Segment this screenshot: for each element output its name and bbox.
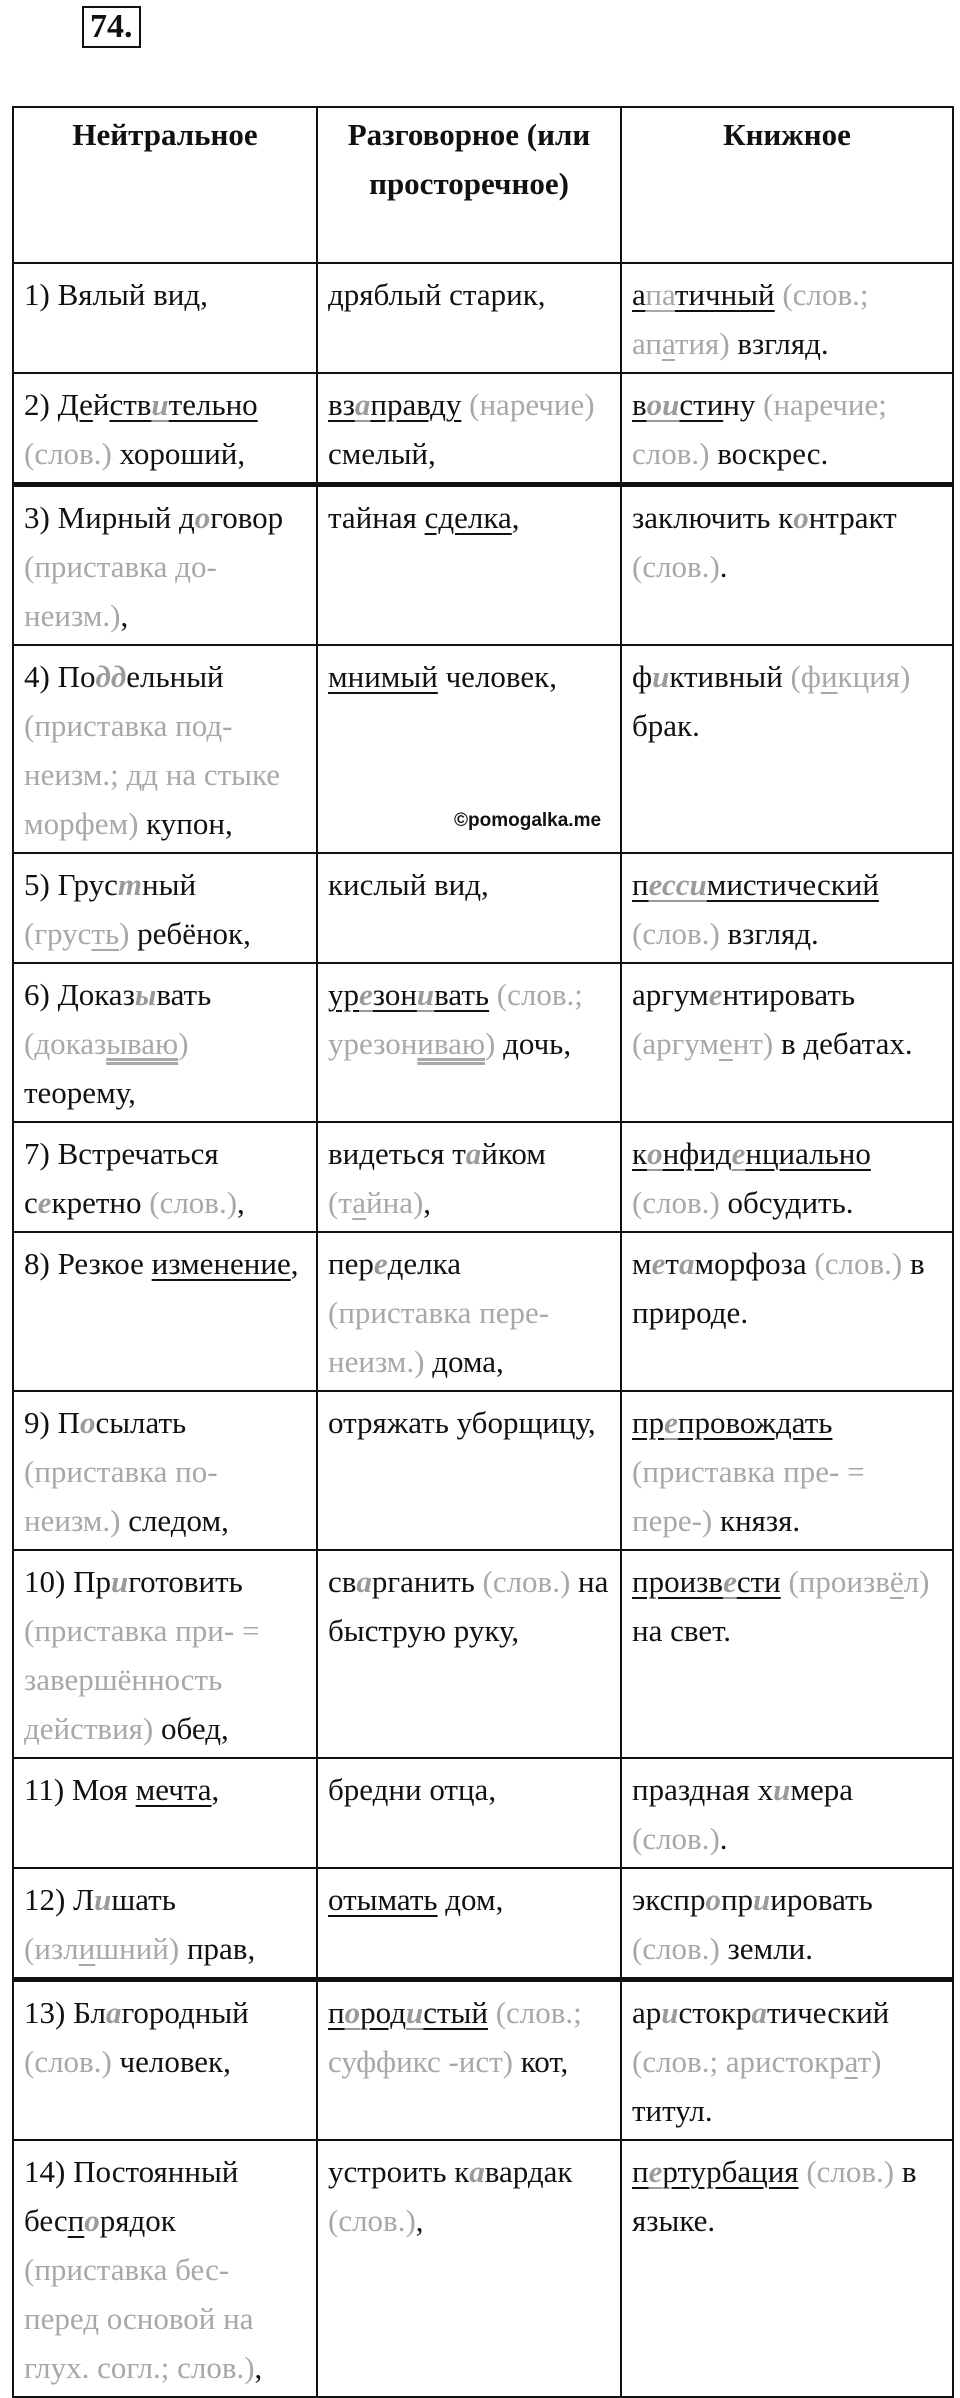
text-segment: а bbox=[105, 1995, 122, 2030]
text-segment: дом, bbox=[437, 1882, 504, 1917]
text-segment: в природе. bbox=[632, 1246, 925, 1330]
text-segment: 2) bbox=[24, 387, 58, 422]
cell-bookish bbox=[621, 1122, 953, 1232]
text-segment: а bbox=[469, 2154, 485, 2189]
text-segment: ) bbox=[178, 1026, 189, 1061]
text-segment: 8) Резкое bbox=[24, 1246, 152, 1281]
text-segment: ств bbox=[109, 387, 152, 422]
text-segment: ный bbox=[142, 867, 197, 902]
text-segment: и bbox=[151, 387, 169, 422]
text-segment: отымать bbox=[328, 1882, 438, 1917]
text-segment: п bbox=[632, 867, 649, 902]
text-segment: тичный bbox=[674, 277, 775, 312]
text-segment: о bbox=[344, 1995, 361, 2030]
cell-neutral bbox=[13, 373, 317, 485]
text-segment: вз bbox=[328, 387, 355, 422]
text-segment: дочь, bbox=[495, 1026, 572, 1061]
text-segment: па bbox=[645, 277, 675, 312]
text-segment: 3) Мирный д bbox=[24, 500, 195, 535]
text-segment: е bbox=[664, 1405, 678, 1440]
text-segment: в языке. bbox=[632, 2154, 917, 2238]
text-segment: иваю bbox=[417, 1026, 486, 1061]
cell-bookish bbox=[621, 1391, 953, 1550]
text-segment: е bbox=[723, 1564, 737, 1599]
table-header-row bbox=[13, 107, 953, 263]
text-segment: о bbox=[647, 1136, 663, 1171]
text-segment: нт) bbox=[732, 1026, 774, 1061]
text-segment: ктивный bbox=[669, 659, 783, 694]
text-segment: е bbox=[708, 977, 723, 1012]
text-segment: (приставка пере- неизм.) bbox=[328, 1295, 550, 1379]
text-segment: и bbox=[110, 1564, 129, 1599]
text-segment: 5) Грус bbox=[24, 867, 118, 902]
cell-neutral bbox=[13, 645, 317, 853]
text-segment: е bbox=[648, 2154, 663, 2189]
text-segment: человек, bbox=[111, 2044, 231, 2079]
cell-neutral bbox=[13, 2140, 317, 2397]
text-segment: м bbox=[632, 1246, 652, 1281]
text-segment: и bbox=[773, 1772, 791, 1807]
text-segment: и bbox=[652, 659, 670, 694]
text-segment: ф bbox=[632, 659, 653, 694]
text-segment: и bbox=[820, 659, 838, 694]
text-segment: а bbox=[632, 277, 646, 312]
cell-bookish bbox=[621, 963, 953, 1122]
text-segment: й bbox=[92, 387, 110, 422]
text-segment: 11) Моя bbox=[24, 1772, 136, 1807]
text-segment: князя. bbox=[712, 1503, 801, 1538]
text-segment: е bbox=[651, 1246, 666, 1281]
text-segment: , bbox=[237, 1185, 245, 1220]
text-segment: (приставка под- неизм.; дд на стыке морфем) bbox=[24, 708, 281, 841]
text-segment: теорему, bbox=[24, 1075, 136, 1110]
text-segment: т) bbox=[857, 2044, 882, 2079]
text-segment: сти bbox=[679, 387, 724, 422]
text-segment: (приставка при- = завершённость действия) bbox=[24, 1613, 260, 1746]
text-segment: видеться т bbox=[328, 1136, 466, 1171]
task-number: 74. bbox=[82, 6, 141, 48]
text-segment: 4) По bbox=[24, 659, 96, 694]
text-segment: следом, bbox=[120, 1503, 229, 1538]
text-segment: (слов.) bbox=[798, 2154, 895, 2189]
text-segment: ур bbox=[328, 977, 359, 1012]
cell-neutral bbox=[13, 485, 317, 646]
text-segment: хороший, bbox=[111, 436, 246, 471]
text-segment: а bbox=[352, 1185, 367, 1220]
cell-bookish bbox=[621, 1980, 953, 2141]
cell-colloquial bbox=[317, 263, 621, 373]
text-segment: (слов.; аристокр bbox=[632, 2044, 845, 2079]
text-segment: и bbox=[753, 1882, 771, 1917]
text-segment: (т bbox=[328, 1185, 353, 1220]
text-segment: праздная х bbox=[632, 1772, 774, 1807]
text-segment: ртурбация bbox=[662, 2154, 799, 2189]
text-segment: а bbox=[844, 2044, 858, 2079]
table-row bbox=[13, 1758, 953, 1868]
text-segment: (слов.; суффикс -ист) bbox=[328, 1995, 582, 2079]
text-segment: сылать bbox=[95, 1405, 187, 1440]
text-segment: мечта bbox=[135, 1772, 212, 1807]
text-segment: городный bbox=[121, 1995, 249, 2030]
text-segment: зон bbox=[372, 977, 417, 1012]
text-segment: шать bbox=[111, 1882, 176, 1917]
text-segment: пр bbox=[720, 1882, 754, 1917]
text-segment: 12) Л bbox=[24, 1882, 95, 1917]
cell-neutral bbox=[13, 1122, 317, 1232]
text-segment: а bbox=[465, 1136, 482, 1171]
text-segment: пр bbox=[632, 1405, 665, 1440]
text-segment: морфоза bbox=[694, 1246, 807, 1281]
text-segment: п bbox=[67, 2203, 85, 2238]
text-segment: . bbox=[719, 549, 728, 584]
cell-neutral bbox=[13, 1868, 317, 1980]
text-segment: 7) Встречаться с bbox=[24, 1136, 219, 1220]
text-segment: кция) bbox=[837, 659, 911, 694]
table-row bbox=[13, 1550, 953, 1758]
text-segment: провождать bbox=[677, 1405, 833, 1440]
text-segment: , bbox=[211, 1772, 220, 1807]
table-row bbox=[13, 373, 953, 485]
text-segment: купон, bbox=[138, 806, 233, 841]
text-segment: о bbox=[793, 500, 809, 535]
cell-colloquial bbox=[317, 1391, 621, 1550]
cell-colloquial bbox=[317, 2140, 621, 2397]
text-segment: о bbox=[84, 2203, 100, 2238]
text-segment: готовить bbox=[128, 1564, 243, 1599]
text-segment: а bbox=[354, 387, 371, 422]
text-segment: е bbox=[373, 1246, 388, 1281]
vocabulary-style-table bbox=[12, 106, 954, 2398]
text-segment: тельно bbox=[168, 387, 258, 422]
text-segment: ировать bbox=[770, 1882, 873, 1917]
text-segment: 14) Постоянный бес bbox=[24, 2154, 239, 2238]
text-segment: дд bbox=[95, 659, 127, 694]
text-segment: ть bbox=[91, 916, 120, 951]
text-segment: сти bbox=[736, 1564, 781, 1599]
text-segment: (приставка по- неизм.) bbox=[24, 1454, 218, 1538]
text-segment: п bbox=[328, 1995, 345, 2030]
table-row bbox=[13, 963, 953, 1122]
text-segment: дряблый старик, bbox=[328, 277, 546, 312]
text-segment: (слов.; урезон bbox=[328, 977, 583, 1061]
text-segment: кретно bbox=[51, 1185, 142, 1220]
text-segment: а bbox=[751, 1995, 767, 2030]
text-segment: (аргум bbox=[632, 1026, 720, 1061]
text-segment: делка bbox=[387, 1246, 461, 1281]
text-segment: . bbox=[719, 1821, 728, 1856]
table-body bbox=[13, 263, 953, 2397]
table-row bbox=[13, 485, 953, 646]
cell-bookish bbox=[621, 1232, 953, 1391]
text-segment: рганить bbox=[371, 1564, 475, 1599]
watermark: ©pomogalka.me bbox=[454, 810, 602, 831]
text-segment: на свет. bbox=[632, 1613, 732, 1648]
text-segment: обсудить. bbox=[719, 1185, 854, 1220]
text-segment: , bbox=[120, 598, 129, 633]
text-segment: рядок bbox=[99, 2203, 176, 2238]
text-segment: и bbox=[661, 1995, 679, 2030]
text-segment: тия) bbox=[674, 326, 730, 361]
text-segment: тайная bbox=[328, 500, 425, 535]
text-segment: , bbox=[511, 500, 520, 535]
text-segment: человек, bbox=[437, 659, 557, 694]
text-segment: , bbox=[254, 2350, 263, 2385]
text-segment: и bbox=[78, 1931, 96, 1966]
text-segment: ребёнок, bbox=[129, 916, 251, 951]
text-segment: титул. bbox=[632, 2093, 713, 2128]
text-segment: заключить к bbox=[632, 500, 794, 535]
text-segment: Де bbox=[57, 387, 93, 422]
text-segment: стокр bbox=[678, 1995, 752, 2030]
text-segment: а bbox=[356, 1564, 372, 1599]
text-segment: (слов.) bbox=[632, 1185, 720, 1220]
text-segment: (слов.) bbox=[328, 2203, 416, 2238]
text-segment: (слов.) bbox=[632, 916, 720, 951]
text-segment: сделка bbox=[424, 500, 512, 535]
cell-bookish bbox=[621, 485, 953, 646]
text-segment: к bbox=[632, 1136, 648, 1171]
table-row bbox=[13, 1868, 953, 1980]
cell-colloquial bbox=[317, 853, 621, 963]
text-segment: ну bbox=[723, 387, 756, 422]
text-segment: и bbox=[405, 1995, 424, 2030]
text-segment: аргум bbox=[632, 977, 709, 1012]
text-segment: кот, bbox=[513, 2044, 569, 2079]
text-segment: (слов.) bbox=[806, 1246, 903, 1281]
text-segment: в bbox=[632, 387, 647, 422]
text-segment: (приставка до- неизм.) bbox=[24, 549, 217, 633]
text-segment: и bbox=[416, 977, 435, 1012]
text-segment: мистический bbox=[706, 867, 879, 902]
text-segment: (изл bbox=[24, 1931, 79, 1966]
cell-colloquial bbox=[317, 1868, 621, 1980]
text-segment: обед, bbox=[153, 1711, 229, 1746]
cell-neutral bbox=[13, 1758, 317, 1868]
text-segment: (слов.) bbox=[141, 1185, 238, 1220]
text-segment: , bbox=[415, 2203, 424, 2238]
text-segment: йна) bbox=[366, 1185, 424, 1220]
text-segment: воскрес. bbox=[709, 436, 829, 471]
text-segment: (слов.) bbox=[24, 2044, 112, 2079]
text-segment: е bbox=[719, 1026, 733, 1061]
cell-colloquial bbox=[317, 1122, 621, 1232]
cell-neutral bbox=[13, 1550, 317, 1758]
text-segment: мнимый bbox=[328, 659, 438, 694]
text-segment: (слов.) bbox=[632, 1821, 720, 1856]
text-segment: ываю bbox=[106, 1026, 179, 1061]
text-segment: правду bbox=[370, 387, 462, 422]
text-segment: тический bbox=[766, 1995, 890, 2030]
text-segment: мера bbox=[790, 1772, 854, 1807]
text-segment: вать bbox=[434, 977, 490, 1012]
text-segment: взгляд. bbox=[719, 916, 819, 951]
cell-neutral bbox=[13, 1232, 317, 1391]
text-segment: нтракт bbox=[808, 500, 897, 535]
text-segment: ы bbox=[134, 977, 157, 1012]
text-segment: ар bbox=[632, 1995, 662, 2030]
cell-bookish bbox=[621, 1550, 953, 1758]
cell-bookish bbox=[621, 645, 953, 853]
cell-neutral bbox=[13, 963, 317, 1122]
text-segment: о bbox=[705, 1882, 721, 1917]
table-row bbox=[13, 1122, 953, 1232]
text-segment: е bbox=[359, 977, 373, 1012]
text-segment: взгляд. bbox=[729, 326, 829, 361]
text-segment: земли. bbox=[719, 1931, 813, 1966]
text-segment: ои bbox=[646, 387, 680, 422]
text-segment: (слов.) bbox=[24, 436, 112, 471]
text-segment: нфид bbox=[662, 1136, 732, 1171]
text-segment: отряжать уборщицу, bbox=[328, 1405, 596, 1440]
text-segment: пер bbox=[328, 1246, 374, 1281]
header-bookish: Книжное bbox=[621, 107, 953, 263]
text-segment: 9) П bbox=[24, 1405, 80, 1440]
text-segment: (ф bbox=[782, 659, 821, 694]
cell-bookish bbox=[621, 2140, 953, 2397]
text-segment: ) bbox=[485, 1026, 496, 1061]
cell-colloquial bbox=[317, 1980, 621, 2141]
text-segment: говор bbox=[210, 500, 284, 535]
table-row bbox=[13, 1232, 953, 1391]
text-segment: 10) Пр bbox=[24, 1564, 111, 1599]
text-segment: брак. bbox=[632, 708, 700, 743]
text-segment: экспр bbox=[632, 1882, 706, 1917]
text-segment: изменение bbox=[151, 1246, 291, 1281]
table-row bbox=[13, 853, 953, 963]
text-segment: е bbox=[731, 1136, 746, 1171]
header-colloquial: Разговорное (или просторечное) bbox=[317, 107, 621, 263]
text-segment: ) bbox=[119, 916, 130, 951]
table-row bbox=[13, 263, 953, 373]
text-segment: св bbox=[328, 1564, 357, 1599]
text-segment: (приставка бес- перед основой на глух. согл.; слов.) bbox=[24, 2252, 255, 2385]
text-segment: , bbox=[290, 1246, 299, 1281]
cell-neutral bbox=[13, 1391, 317, 1550]
text-segment: есси bbox=[648, 867, 707, 902]
text-segment: (приставка пре- = пере-) bbox=[632, 1454, 865, 1538]
text-segment: т bbox=[665, 1246, 679, 1281]
cell-neutral bbox=[13, 853, 317, 963]
text-segment: стый bbox=[423, 1995, 488, 2030]
text-segment: ельный bbox=[126, 659, 224, 694]
text-segment: бредни отца, bbox=[328, 1772, 497, 1807]
text-segment: (слов.) bbox=[632, 1931, 720, 1966]
table-row bbox=[13, 2140, 953, 2397]
cell-colloquial bbox=[317, 485, 621, 646]
text-segment: а bbox=[661, 326, 675, 361]
cell-bookish bbox=[621, 263, 953, 373]
text-segment: и bbox=[94, 1882, 112, 1917]
text-segment: прав, bbox=[179, 1931, 256, 1966]
cell-bookish bbox=[621, 1868, 953, 1980]
cell-colloquial bbox=[317, 1758, 621, 1868]
text-segment: (доказ bbox=[24, 1026, 107, 1061]
text-segment: о bbox=[194, 500, 211, 535]
text-segment: на быструю руку, bbox=[328, 1564, 609, 1648]
text-segment: ё bbox=[889, 1564, 904, 1599]
text-segment: (слов.) bbox=[474, 1564, 571, 1599]
text-segment: п bbox=[632, 2154, 649, 2189]
cell-colloquial bbox=[317, 1550, 621, 1758]
cell-bookish bbox=[621, 1758, 953, 1868]
text-segment: в дебатах. bbox=[773, 1026, 913, 1061]
text-segment: (слов.; ап bbox=[632, 277, 869, 361]
text-segment: т bbox=[117, 867, 143, 902]
text-segment: (слов.) bbox=[632, 549, 720, 584]
text-segment: 13) Бл bbox=[24, 1995, 106, 2030]
cell-neutral bbox=[13, 263, 317, 373]
text-segment: 1) Вялый вид, bbox=[24, 277, 208, 312]
text-segment: нциально bbox=[745, 1136, 871, 1171]
cell-colloquial bbox=[317, 373, 621, 485]
text-segment: произв bbox=[632, 1564, 724, 1599]
table-row bbox=[13, 1980, 953, 2141]
cell-bookish bbox=[621, 373, 953, 485]
text-segment: , bbox=[423, 1185, 432, 1220]
header-neutral: Нейтральное bbox=[13, 107, 317, 263]
text-segment: (грус bbox=[24, 916, 92, 951]
text-segment: шний) bbox=[95, 1931, 180, 1966]
cell-colloquial bbox=[317, 963, 621, 1122]
cell-bookish bbox=[621, 853, 953, 963]
text-segment: кислый вид, bbox=[328, 867, 489, 902]
text-segment: йком bbox=[481, 1136, 546, 1171]
text-segment: о bbox=[79, 1405, 96, 1440]
text-segment: 6) Доказ bbox=[24, 977, 135, 1012]
text-segment: а bbox=[678, 1246, 695, 1281]
text-segment: нтировать bbox=[722, 977, 856, 1012]
text-segment: род bbox=[360, 1995, 406, 2030]
text-segment: смелый, bbox=[328, 436, 436, 471]
text-segment: е bbox=[37, 1185, 52, 1220]
text-segment: (произв bbox=[780, 1564, 890, 1599]
text-segment: устроить к bbox=[328, 2154, 470, 2189]
text-segment: (наречие; слов.) bbox=[632, 387, 887, 471]
text-segment: вать bbox=[156, 977, 212, 1012]
cell-neutral bbox=[13, 1980, 317, 2141]
text-segment: дома, bbox=[424, 1344, 504, 1379]
text-segment: вардак bbox=[484, 2154, 573, 2189]
text-segment: (наречие) bbox=[461, 387, 595, 422]
table-row bbox=[13, 1391, 953, 1550]
text-segment: л) bbox=[903, 1564, 930, 1599]
cell-colloquial bbox=[317, 1232, 621, 1391]
